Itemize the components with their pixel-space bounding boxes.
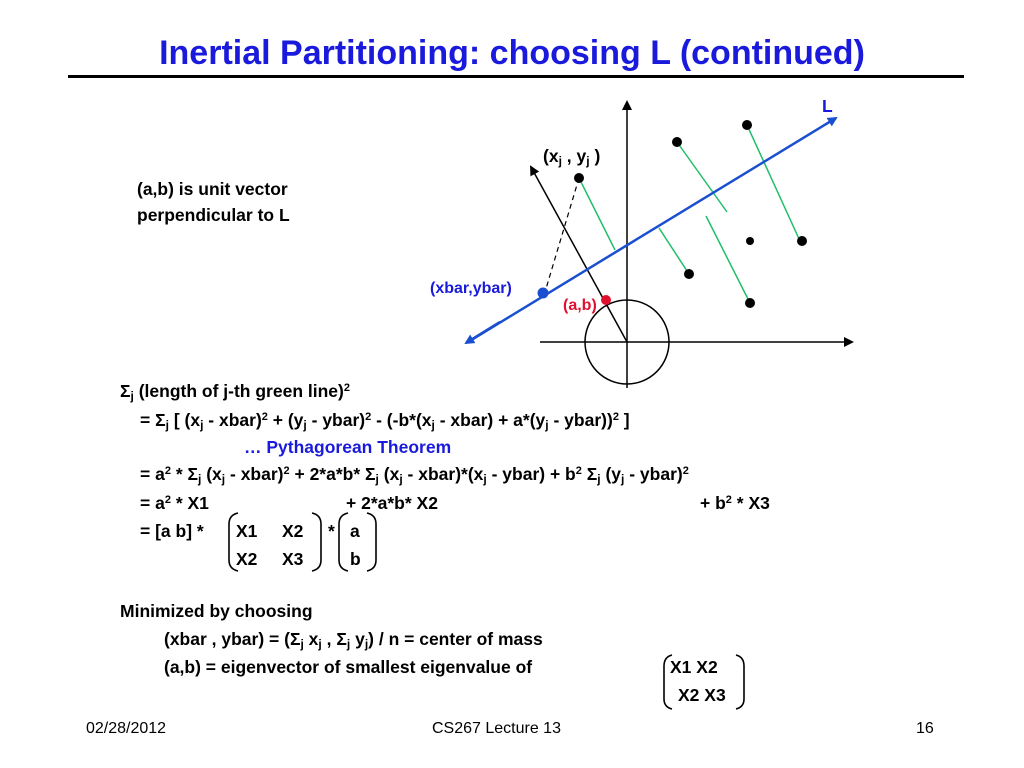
label-point-xj-yj: ($x_j$ , $y_j$ ) [543,146,601,168]
math-line-6: = [a b] * [140,521,204,541]
math-line-5-b: + 2*a*b* X2 [346,493,438,513]
eigenvector-line: (a,b) = eigenvector of smallest eigenvalue of [164,657,533,677]
vector-b: b [350,549,361,569]
footer-page-number: 16 [916,720,934,737]
note-line-1: (a,b) is unit vector [137,179,288,199]
matrix-x2-bottom: X2 [236,549,258,569]
matrix-multiply: * [328,521,335,541]
vector-a: a [350,521,360,541]
note-line-2: perpendicular to L [137,205,290,225]
math-line-2: = $\Sigma_j$ [ ($x_j$ - xbar)$^2$ + ($y_j$ - ybar)$^2$ - ($-b*(x_j$ - xbar) + $a*(y_j$ - ybar))$^2$ ] [140,410,630,432]
center-of-mass-formula: (xbar , ybar) = ($\Sigma_j$ $x_j$ , $\Sigma_j$ $y_j$) / n = center of mass [164,629,543,651]
label-center-of-mass: (xbar,ybar) [430,280,512,297]
minimized-heading: Minimized by choosing [120,601,313,621]
math-line-5-a: = $a^2 * X1$ [140,493,209,513]
math-line-3-pythagorean: … Pythagorean Theorem [244,437,452,457]
matrix-x1: X1 [236,521,258,541]
label-L: L [822,96,833,116]
matrix-x2-top: X2 [282,521,304,541]
eigen-matrix-row-1: X1 X2 [670,657,718,677]
label-ab: (a,b) [563,297,597,314]
math-line-4: = $a^2 * \Sigma_j$ ($x_j$ - xbar)$^2$ + 2*a*b* $\Sigma_j$ ($x_j$ - $xbar)*(x_j$ - ybar) + $b^2$ $\Sigma_j$ ($y_j$ - ybar)$^2$ [140,464,689,486]
slide-title: Inertial Partitioning: choosing L (continued) [159,34,865,72]
math-line-5-c: + $b^2 * X3$ [700,493,770,513]
eigen-matrix-row-2: X2 X3 [678,685,726,705]
matrix-x3: X3 [282,549,304,569]
footer-date: 02/28/2012 [86,720,167,737]
math-line-1: $\Sigma_j$ (length of j-th green line)$^2$ [120,381,350,403]
footer-course: CS267 Lecture 13 [432,720,561,737]
